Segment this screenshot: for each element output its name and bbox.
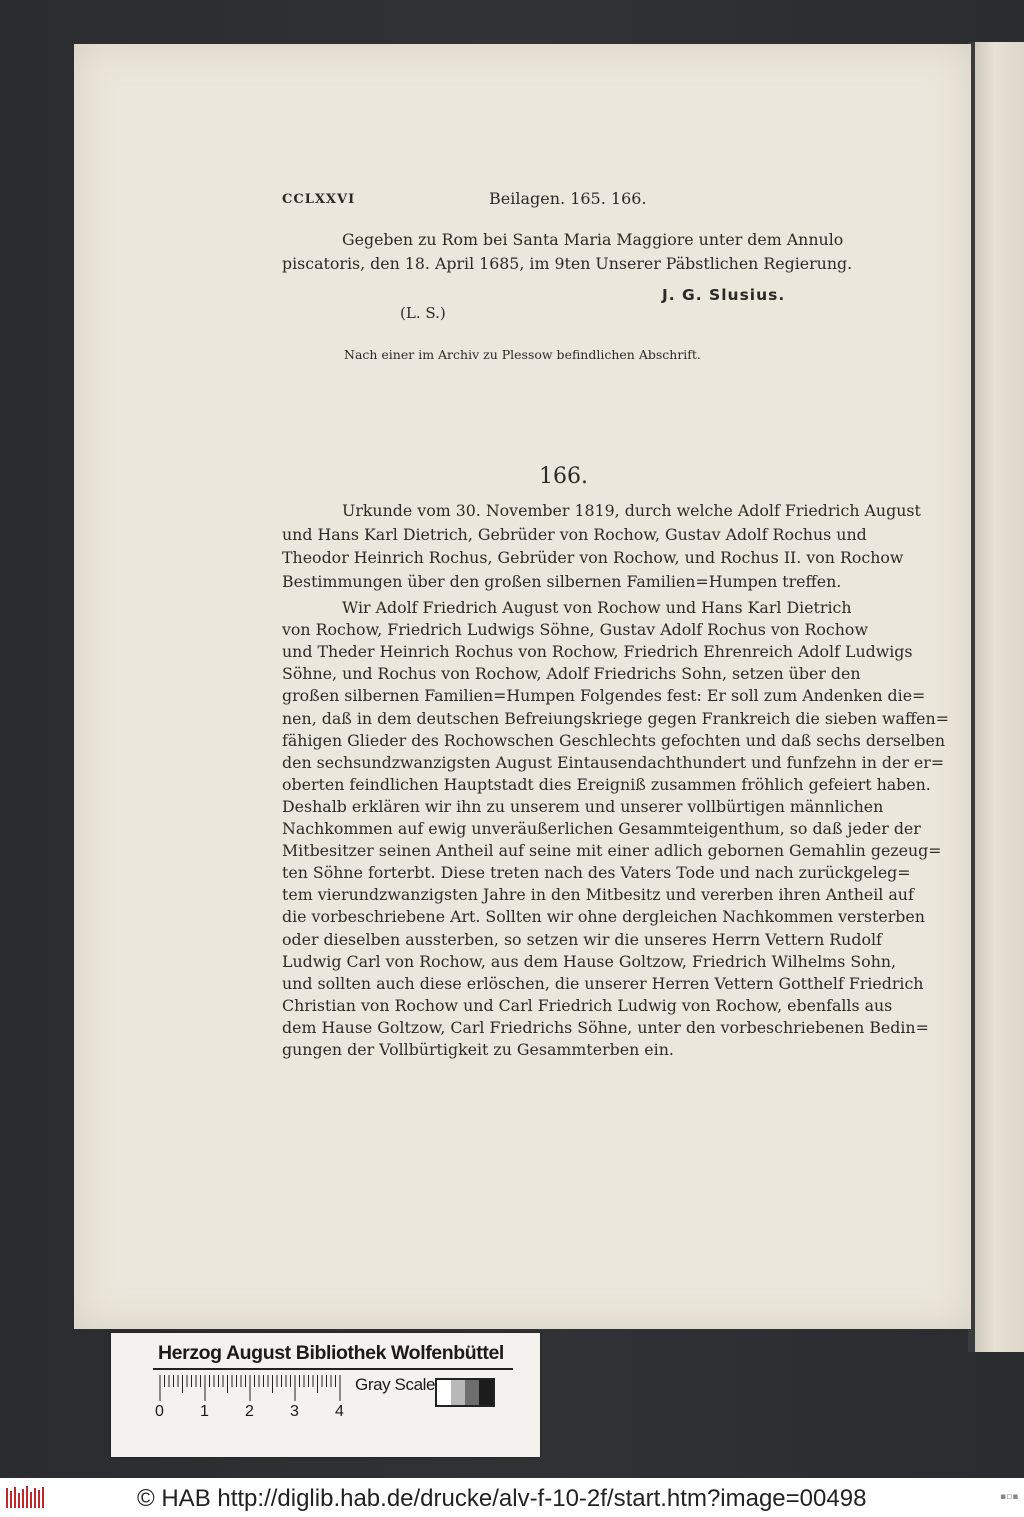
text-line: Nachkommen auf ewig unveräußerlichen Gesammteigenthum, so daß jeder der xyxy=(282,819,921,838)
text-line: Deshalb erklären wir ihn zu unserem und unserer vollbürtigen männlichen xyxy=(282,796,884,816)
text-line: Söhne, und Rochus von Rochow, Adolf Friedrichs Sohn, setzen über den xyxy=(282,664,861,684)
text-line: Bestimmungen über den großen silbernen Familien=Humpen treffen. xyxy=(282,571,842,591)
text-line: und sollten auch diese erlöschen, die unserer Herren Vettern Gotthelf Friedrich xyxy=(282,973,924,993)
hab-logo-icon xyxy=(4,1484,48,1512)
color-calibration-card xyxy=(111,1333,540,1457)
text-line: und Hans Karl Dietrich, Gebrüder von Rochow, Gustav Adolf Rochus und xyxy=(282,524,867,544)
text-line: fähigen Glieder des Rochowschen Geschlechts gefochten und daß sechs derselben xyxy=(282,730,946,750)
text-line: oder dieselben aussterben, so setzen wir die unseres Herrn Vettern Rudolf xyxy=(282,929,882,949)
page-number: CCLXXVI xyxy=(282,192,356,207)
gray-swatch xyxy=(479,1380,493,1405)
next-page-edge xyxy=(975,42,1024,1352)
ruler-icon xyxy=(156,1373,346,1401)
text-line: die vorbeschriebene Art. Sollten wir ohne dergleichen Nachkommen versterben xyxy=(282,907,925,927)
text-line: piscatoris, den 18. April 1685, im 9ten Unserer Päbstlichen Regierung. xyxy=(282,254,853,273)
gray-swatch xyxy=(437,1380,451,1405)
source-note: Nach einer im Archiv zu Plessow befindlichen Abschrift. xyxy=(344,347,701,362)
text-line: Ludwig Carl von Rochow, aus dem Hause Goltzow, Friedrich Wilhelms Sohn, xyxy=(282,951,897,971)
footer-copyright-url[interactable]: © HAB http://diglib.hab.de/drucke/alv-f-10-2f/start.htm?image=00498 xyxy=(137,1485,867,1512)
text-line: und Theder Heinrich Rochus von Rochow, Friedrich Ehrenreich Adolf Ludwigs xyxy=(282,642,913,662)
text-line: Mitbesitzer seinen Antheil auf seine mit einer adlich gebornen Gemahlin gezeug= xyxy=(282,841,942,861)
gray-swatch xyxy=(465,1380,479,1405)
card-rule xyxy=(153,1368,513,1370)
text-line: ten Söhne forterbt. Diese treten nach des Vaters Tode und nach zurückgeleg= xyxy=(282,863,911,883)
text-line: Theodor Heinrich Rochus, Gebrüder von Rochow, und Rochus II. von Rochow xyxy=(282,548,904,567)
ruler-number: 1 xyxy=(200,1403,209,1420)
ruler-number: 3 xyxy=(290,1403,299,1420)
text-line: den sechsundzwanzigsten August Eintausendachthundert und funfzehn in der er= xyxy=(282,752,945,772)
seal-mark: (L. S.) xyxy=(400,304,446,322)
text-line: Wir Adolf Friedrich August von Rochow und Hans Karl Dietrich xyxy=(342,598,852,617)
ruler-number: 4 xyxy=(335,1403,344,1420)
text-line: nen, daß in dem deutschen Befreiungskriege gegen Frankreich die sieben waffen= xyxy=(282,708,949,728)
signature: J. G. Slusius. xyxy=(662,286,786,304)
footer-mark: ▪▫▪ xyxy=(1000,1492,1019,1502)
running-title: Beilagen. 165. 166. xyxy=(489,189,647,208)
gray-scale-label: Gray Scale xyxy=(355,1375,436,1394)
text-line: Urkunde vom 30. November 1819, durch welche Adolf Friedrich August xyxy=(342,501,921,520)
text-line: oberten feindlichen Hauptstadt dies Ereigniß zusammen fröhlich gefeiert haben. xyxy=(282,774,931,794)
text-line: gungen der Vollbürtigkeit zu Gesammterben ein. xyxy=(282,1040,674,1059)
text-line: von Rochow, Friedrich Ludwigs Söhne, Gustav Adolf Rochus von Rochow xyxy=(282,620,868,640)
text-line: tem vierundzwanzigsten Jahre in den Mitbesitz und vererben ihren Antheil auf xyxy=(282,885,914,905)
ruler-number: 0 xyxy=(155,1403,164,1420)
text-line: dem Hause Goltzow, Carl Friedrichs Söhne, unter den vorbeschriebenen Bedin= xyxy=(282,1017,929,1037)
text-line: großen silbernen Familien=Humpen Folgendes fest: Er soll zum Andenken die= xyxy=(282,686,926,706)
gray-scale-swatches xyxy=(435,1378,495,1407)
footer-bar xyxy=(0,1478,1024,1517)
text-line: Gegeben zu Rom bei Santa Maria Maggiore unter dem Annulo xyxy=(342,230,844,249)
text-line: Christian von Rochow und Carl Friedrich Ludwig von Rochow, ebenfalls aus xyxy=(282,995,893,1015)
document-number: 166. xyxy=(539,464,588,489)
gray-swatch xyxy=(451,1380,465,1405)
card-title: Herzog August Bibliothek Wolfenbüttel xyxy=(158,1342,504,1364)
ruler-number: 2 xyxy=(245,1403,254,1420)
book-page xyxy=(74,44,971,1329)
